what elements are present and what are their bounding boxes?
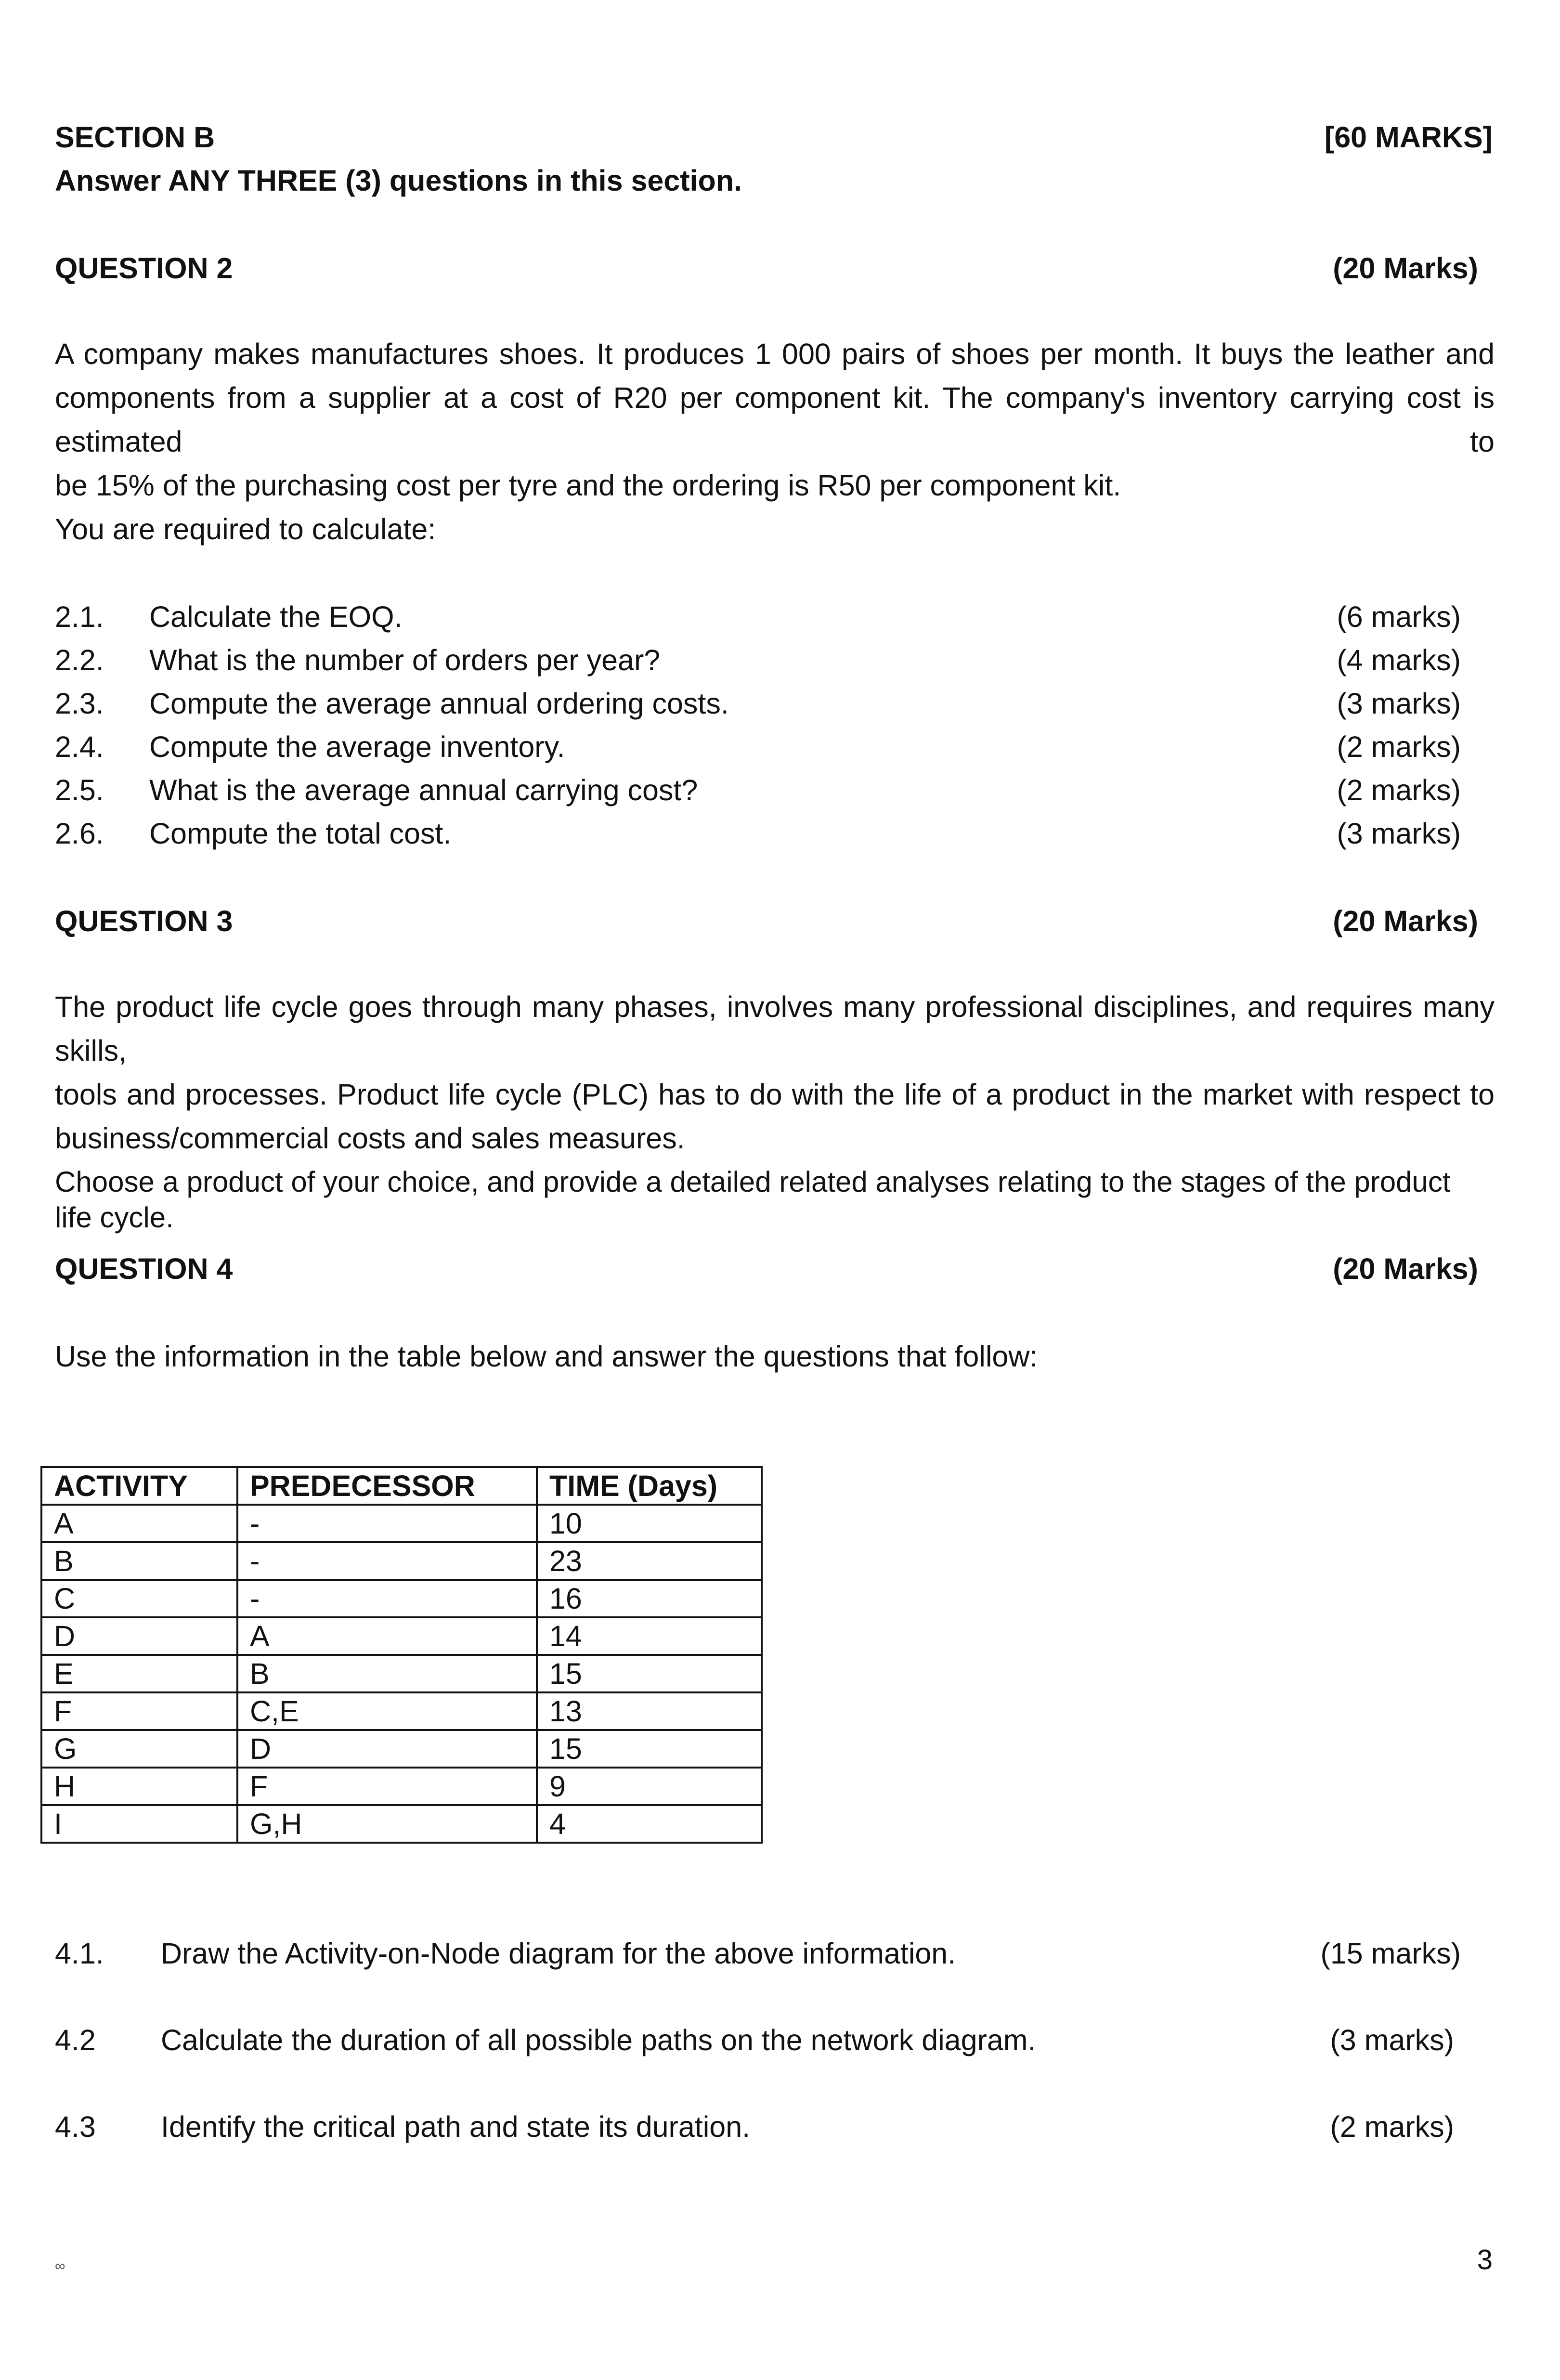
section-instruction-row	[55, 163, 1493, 198]
table-row	[41, 1580, 762, 1617]
q4-item-marks: (3 marks)	[1330, 2024, 1454, 2056]
q2-item-number: 2.6.	[55, 817, 104, 850]
q2-item-marks: (2 marks)	[1337, 774, 1461, 806]
table-cell: 15	[537, 1730, 762, 1768]
q2-item-marks: (6 marks)	[1337, 600, 1461, 633]
table-header-row	[41, 1467, 762, 1505]
q4-item-number: 4.3	[55, 2110, 96, 2143]
table-cell: F	[41, 1692, 237, 1730]
table-cell: 14	[537, 1617, 762, 1655]
q2-item-number: 2.4.	[55, 730, 104, 763]
table-cell: C	[41, 1580, 237, 1617]
page-number: 3	[1477, 2244, 1493, 2276]
q2-item-marks: (4 marks)	[1337, 644, 1461, 676]
q2-item-number: 2.5.	[55, 774, 104, 806]
table-cell: 23	[537, 1542, 762, 1580]
table-row	[41, 1542, 762, 1580]
q2-item-number: 2.2.	[55, 644, 104, 676]
q3-task: Choose a product of your choice, and provide a detailed related analyses relating to the stages of the product life cycle.	[55, 1166, 1451, 1234]
section-title: SECTION B	[55, 121, 215, 154]
table-cell: D	[237, 1730, 537, 1768]
table-cell: A	[237, 1617, 537, 1655]
table-row	[41, 1505, 762, 1542]
table-cell: G	[41, 1730, 237, 1768]
q2-item-text: Compute the average annual ordering costs.	[149, 687, 729, 720]
section-marks: [60 MARKS]	[1324, 121, 1493, 154]
table-cell: 16	[537, 1580, 762, 1617]
section-instruction: Answer ANY THREE (3) questions in this section.	[55, 164, 742, 197]
table-cell: F	[237, 1768, 537, 1805]
q2-para-line: be 15% of the purchasing cost per tyre and the ordering is R50 per component kit.	[55, 469, 1121, 502]
q3-header	[55, 903, 1493, 939]
table-cell: C,E	[237, 1692, 537, 1730]
q4-item-marks: (2 marks)	[1330, 2110, 1454, 2143]
table-header-activity: ACTIVITY	[41, 1467, 237, 1505]
table-header-predecessor: PREDECESSOR	[237, 1467, 537, 1505]
q2-title: QUESTION 2	[55, 252, 233, 285]
q2-marks: (20 Marks)	[1333, 252, 1478, 285]
q4-title: QUESTION 4	[55, 1252, 233, 1285]
q2-item-number: 2.1.	[55, 600, 104, 633]
corner-mark: ∞	[55, 2258, 65, 2274]
table-cell: A	[41, 1505, 237, 1542]
table-cell: I	[41, 1805, 237, 1843]
q4-item-text: Calculate the duration of all possible paths on the network diagram.	[161, 2024, 1036, 2056]
table-cell: B	[237, 1655, 537, 1692]
q4-item-number: 4.2	[55, 2024, 96, 2056]
q2-paragraph	[55, 332, 1495, 507]
q2-required: You are required to calculate:	[55, 513, 436, 546]
table-cell: G,H	[237, 1805, 537, 1843]
table-cell: 4	[537, 1805, 762, 1843]
q3-para-line: tools and processes. Product life cycle (PLC) has to do with the life of a product in the market with respect to	[55, 1078, 1495, 1111]
table-cell: -	[237, 1505, 537, 1542]
q2-item-marks: (3 marks)	[1337, 687, 1461, 720]
q3-para-line: business/commercial costs and sales measures.	[55, 1122, 685, 1155]
q4-marks: (20 Marks)	[1333, 1252, 1478, 1285]
table-row	[41, 1805, 762, 1843]
q4-intro: Use the information in the table below and answer the questions that follow:	[55, 1340, 1038, 1373]
table-cell: 13	[537, 1692, 762, 1730]
q2-para-line: components from a supplier at a cost of R20 per component kit. The company's inventory carrying cost is estimated to	[55, 381, 1495, 458]
table-cell: -	[237, 1542, 537, 1580]
q4-intro-row	[55, 1339, 1493, 1374]
q2-item-marks: (3 marks)	[1337, 817, 1461, 850]
q4-item-text: Identify the critical path and state its duration.	[161, 2110, 751, 2143]
q2-item-text: What is the number of orders per year?	[149, 644, 661, 676]
activity-table	[40, 1466, 763, 1844]
q2-item-marks: (2 marks)	[1337, 730, 1461, 763]
table-cell: B	[41, 1542, 237, 1580]
q2-para-line: A company makes manufactures shoes. It produces 1 000 pairs of shoes per month. It buys the leather and	[55, 338, 1495, 370]
q3-title: QUESTION 3	[55, 905, 233, 937]
table-cell: 10	[537, 1505, 762, 1542]
q4-header	[55, 1251, 1493, 1287]
q3-marks: (20 Marks)	[1333, 905, 1478, 937]
q3-para-line: The product life cycle goes through many phases, involves many professional disciplines, and requires many skills,	[55, 990, 1495, 1067]
q2-item-text: What is the average annual carrying cost?	[149, 774, 698, 806]
q4-item-text: Draw the Activity-on-Node diagram for the above information.	[161, 1937, 956, 1970]
table-row	[41, 1692, 762, 1730]
table-cell: 15	[537, 1655, 762, 1692]
table-cell: H	[41, 1768, 237, 1805]
q2-item-text: Compute the average inventory.	[149, 730, 565, 763]
table-row	[41, 1655, 762, 1692]
table-row	[41, 1768, 762, 1805]
table-cell: -	[237, 1580, 537, 1617]
q2-item-text: Calculate the EOQ.	[149, 600, 403, 633]
q2-required-row	[55, 511, 1493, 547]
q3-task-row	[55, 1164, 1493, 1236]
q3-paragraph	[55, 985, 1495, 1160]
table-cell: D	[41, 1617, 237, 1655]
q2-header	[55, 250, 1493, 286]
q4-item-number: 4.1.	[55, 1937, 104, 1970]
table-cell: 9	[537, 1768, 762, 1805]
table-row	[41, 1617, 762, 1655]
section-header	[55, 119, 1493, 155]
table-row	[41, 1730, 762, 1768]
q2-item-number: 2.3.	[55, 687, 104, 720]
q4-item-marks: (15 marks)	[1320, 1937, 1461, 1970]
table-header-time: TIME (Days)	[537, 1467, 762, 1505]
q2-item-text: Compute the total cost.	[149, 817, 452, 850]
table-cell: E	[41, 1655, 237, 1692]
